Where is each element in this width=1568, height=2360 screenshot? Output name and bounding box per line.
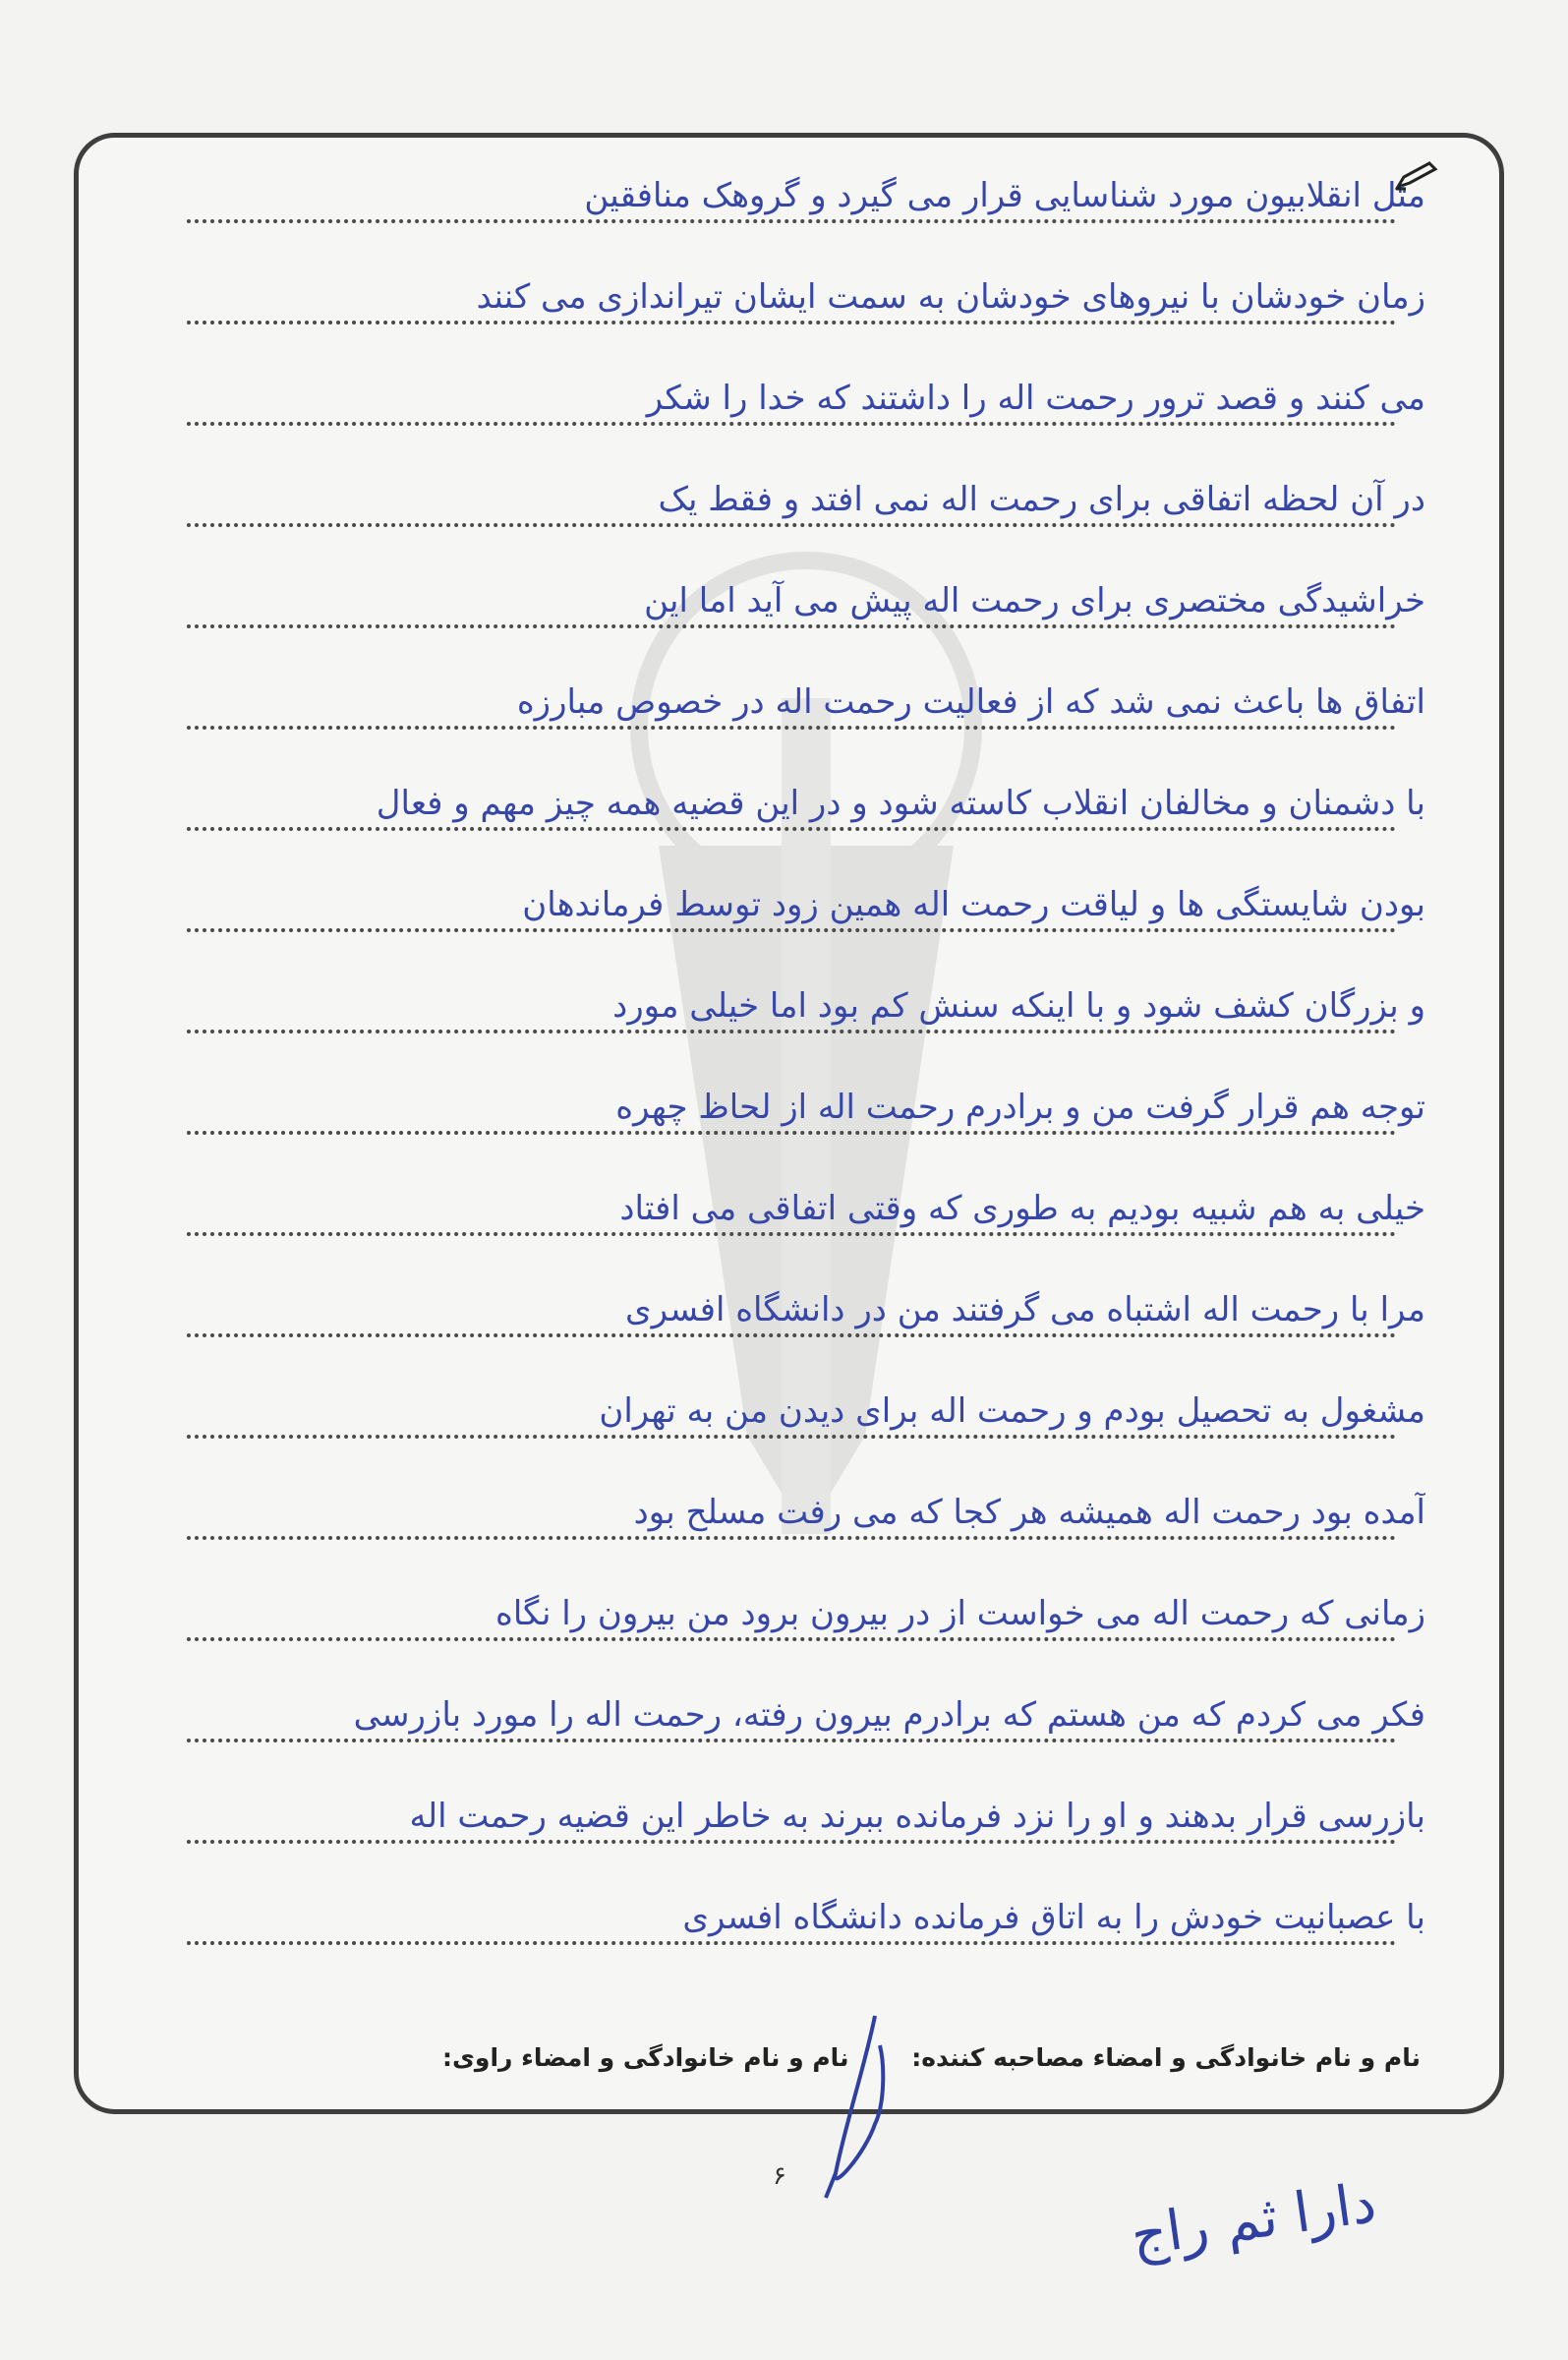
text-line: فکر می کردم که من هستم که برادرم بیرون رفته، رحمت اله را مورد بازرسی [187, 1652, 1396, 1750]
text-line: توجه هم قرار گرفت من و برادرم رحمت اله از لحاظ چهره [187, 1044, 1396, 1143]
text-line: با عصبانیت خودش را به اتاق فرمانده دانشگاه افسری [187, 1855, 1396, 1953]
text-line: زمانی که رحمت اله می خواست از در بیرون برود من بیرون را نگاه [187, 1551, 1396, 1649]
text-line: در آن لحظه اتفاقی برای رحمت اله نمی افتد و فقط یک [187, 437, 1396, 535]
text-line: اتفاق ها باعث نمی شد که از فعالیت رحمت اله در خصوص مبارزه [187, 639, 1396, 738]
signature-footer [118, 2043, 1450, 2093]
text-line: مشغول به تحصیل بودم و رحمت اله برای دیدن من به تهران [187, 1348, 1396, 1446]
text-line: بازرسی قرار بدهند و او را نزد فرمانده ببرند به خاطر این قضیه رحمت اله [187, 1753, 1396, 1852]
text-line: بودن شایستگی ها و لیاقت رحمت اله همین زود توسط فرماندهان [187, 842, 1396, 940]
text-line: زمان خودشان با نیروهای خودشان به سمت ایشان تیراندازی می کنند [187, 234, 1396, 332]
text-line: می کنند و قصد ترور رحمت اله را داشتند که خدا را شکر [187, 335, 1396, 434]
interviewer-signature-label: نام و نام خانوادگی و امضاء مصاحبه کننده: [911, 2043, 1421, 2072]
narrator-signature-label: نام و نام خانوادگی و امضاء راوی: [442, 2043, 849, 2072]
interviewer-signature [806, 2006, 924, 2203]
text-line: و بزرگان کشف شود و با اینکه سنش کم بود اما خیلی مورد [187, 943, 1396, 1041]
text-line: خراشیدگی مختصری برای رحمت اله پیش می آید اما این [187, 538, 1396, 636]
handwritten-note: دارا ثم راج [1127, 2170, 1380, 2270]
text-line: خیلی به هم شبیه بودیم به طوری که وقتی اتفاقی می افتاد [187, 1146, 1396, 1244]
text-line: با دشمنان و مخالفان انقلاب کاسته شود و در این قضیه همه چیز مهم و فعال [187, 740, 1396, 839]
text-line: مرا با رحمت اله اشتباه می گرفتند من در دانشگاه افسری [187, 1247, 1396, 1345]
page-number: ۶ [773, 2161, 786, 2191]
text-line: مثل انقلابیون مورد شناسایی قرار می گیرد و گروهک منافقین [187, 133, 1396, 231]
text-line: آمده بود رحمت اله همیشه هر کجا که می رفت مسلح بود [187, 1449, 1396, 1548]
